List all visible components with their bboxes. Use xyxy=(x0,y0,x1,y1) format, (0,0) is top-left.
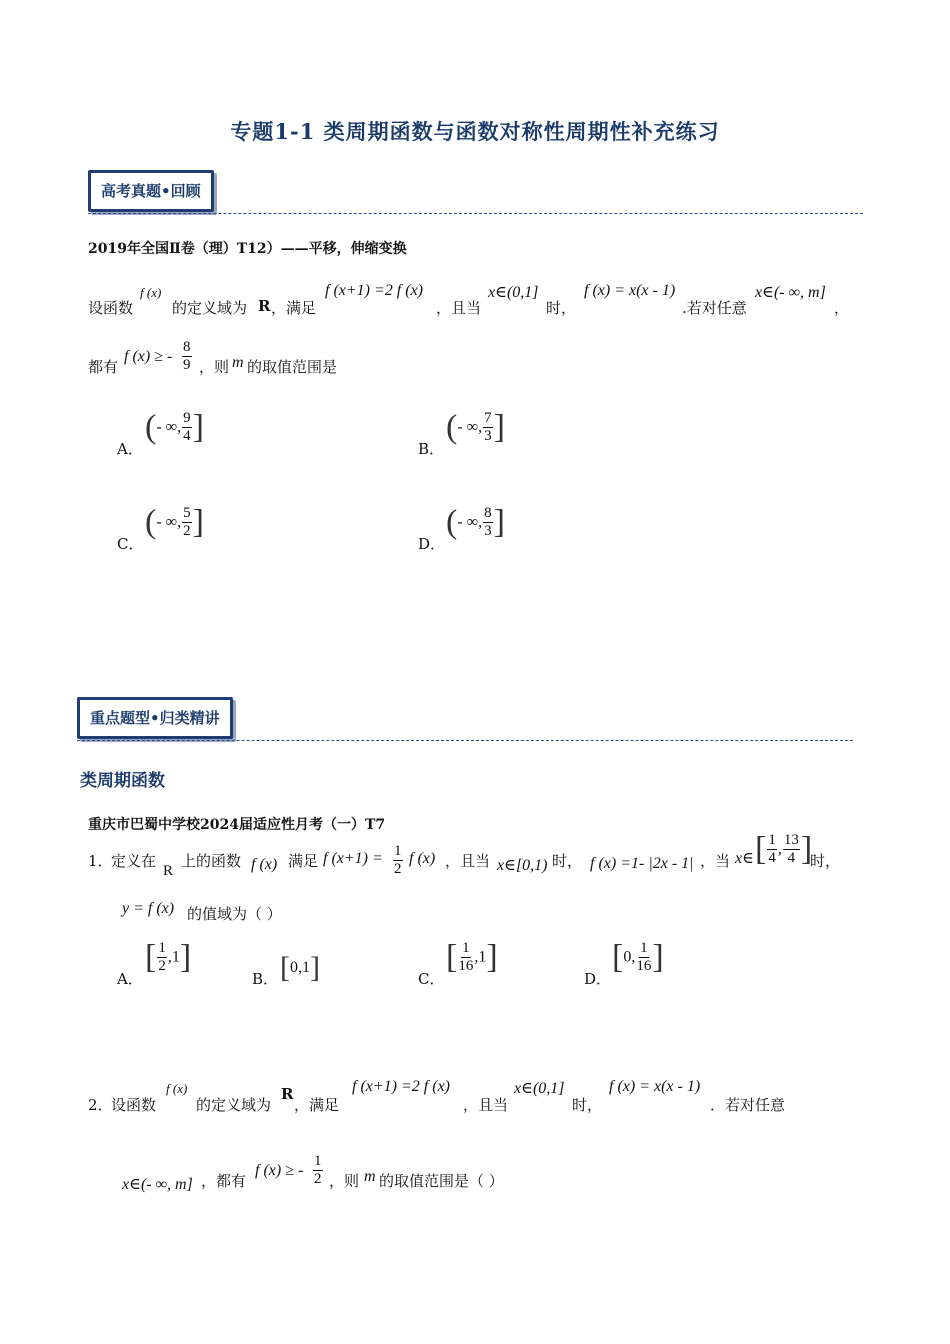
q-text: 的取值范围是 xyxy=(247,358,338,376)
option-a-label[interactable]: A． xyxy=(117,970,143,988)
q-text: 的值域为（ ） xyxy=(187,905,282,923)
q-text: 的定义域为 xyxy=(172,299,248,317)
q-text: ，满足 xyxy=(294,1096,340,1114)
q-math: x∈ xyxy=(735,850,754,867)
q-text: 满足 xyxy=(288,852,319,870)
q-math: y = f (x) xyxy=(122,900,175,917)
option-b-value[interactable]: [0,1] xyxy=(280,951,320,984)
q-text: ， xyxy=(834,299,850,317)
q-math: f (x) xyxy=(166,1081,188,1096)
option-b-value[interactable]: (- ∞, $\frac{7}{3}$ ] xyxy=(446,408,505,446)
option-b-label[interactable]: B． xyxy=(252,970,279,988)
q-math: f (x+1) =2 f (x) xyxy=(352,1078,450,1095)
divider xyxy=(88,213,863,214)
fraction: $\frac{1}{2}$ xyxy=(394,843,402,877)
option-b-label[interactable]: B． xyxy=(418,440,445,458)
q-math: m xyxy=(232,354,244,371)
question-number: 1． xyxy=(88,852,113,870)
q-text: R xyxy=(258,297,271,315)
q-math: f (x) = x(x - 1) xyxy=(609,1078,701,1095)
option-c-label[interactable]: C． xyxy=(117,535,144,553)
q-math: x∈[0,1) xyxy=(497,857,548,874)
q-text: 设函数 xyxy=(111,1096,157,1114)
q-text: ，则 xyxy=(199,358,230,376)
section-tab-exam-review: 高考真题•回顾 xyxy=(88,170,214,212)
q-text: ，都有 xyxy=(201,1172,247,1190)
q-text: .若对任意 xyxy=(682,299,747,317)
q-math: R xyxy=(163,863,174,879)
q-math: f (x+1) =2 f (x) xyxy=(325,282,423,299)
section-tab-key-types: 重点题型•归类精讲 xyxy=(77,697,233,739)
q-text: 设函数 xyxy=(88,299,134,317)
fraction: $\frac{8}{9}$ xyxy=(183,339,191,373)
q-text: ．若对任意 xyxy=(710,1096,786,1114)
fraction: $\frac{1}{2}$ xyxy=(314,1153,322,1187)
q-math: f (x) xyxy=(140,285,162,300)
q-text: ，满足 xyxy=(271,299,317,317)
q-math: m xyxy=(364,1168,376,1185)
option-d-label[interactable]: D． xyxy=(584,970,612,988)
q-text: 时， xyxy=(810,852,841,870)
option-d-value[interactable]: [0, $\frac{1}{16}$ ] xyxy=(612,938,664,976)
q-text: 都有 xyxy=(88,358,119,376)
q-math: f (x) = x(x - 1) xyxy=(584,282,676,299)
option-d-value[interactable]: (- ∞, $\frac{8}{3}$ ] xyxy=(446,503,505,541)
option-a-value[interactable]: (- ∞, $\frac{9}{4}$ ] xyxy=(145,408,204,446)
q-math: x∈(- ∞, m] xyxy=(122,1176,193,1193)
q-math: x∈(0,1] xyxy=(514,1080,565,1097)
interval: [ $\frac{1}{4}$ , $\frac{13}{4}$ ] xyxy=(755,830,813,868)
question-source: 2019年全国Ⅱ卷（理）T12）——平移，伸缩变换 xyxy=(88,241,407,257)
q-text: 的取值范围是（ ） xyxy=(379,1172,504,1190)
q-text: R xyxy=(281,1085,294,1103)
option-a-value[interactable]: [ $\frac{1}{2}$ ,1] xyxy=(145,938,192,976)
page-title: 专题1-1 类周期函数与函数对称性周期性补充练习 xyxy=(230,119,720,144)
q-text: 时， xyxy=(552,852,583,870)
section-heading: 类周期函数 xyxy=(80,771,165,791)
option-a-label[interactable]: A． xyxy=(117,440,143,458)
q-math: x∈(0,1] xyxy=(488,284,539,301)
q-math: f (x) ≥ - xyxy=(255,1162,304,1179)
q-text: ，且当 xyxy=(436,299,482,317)
q-math: f (x+1) = xyxy=(323,850,383,867)
q-text: ，当 xyxy=(700,852,731,870)
divider xyxy=(77,740,853,741)
q-text: ，则 xyxy=(329,1172,360,1190)
q-text: 上的函数 xyxy=(181,852,242,870)
question-number: 2． xyxy=(88,1096,113,1114)
q-math: f (x) ≥ - xyxy=(124,348,173,365)
q-math: f (x) =1- |2x - 1| xyxy=(590,855,694,872)
q-math: f (x) xyxy=(409,850,436,867)
q-text: 时， xyxy=(546,299,577,317)
option-c-value[interactable]: [ $\frac{1}{16}$ ,1] xyxy=(446,938,498,976)
option-c-value[interactable]: (- ∞, $\frac{5}{2}$ ] xyxy=(145,503,204,541)
option-c-label[interactable]: C． xyxy=(418,970,445,988)
q-math: f (x) xyxy=(251,856,278,873)
q-text: ，且当 xyxy=(463,1096,509,1114)
q-text: 时， xyxy=(572,1096,603,1114)
q-text: 定义在 xyxy=(111,852,157,870)
q-text: ，且当 xyxy=(445,852,491,870)
q-math: x∈(- ∞, m] xyxy=(755,284,826,301)
question-source: 重庆市巴蜀中学校2024届适应性月考（一）T7 xyxy=(88,817,386,833)
q-text: 的定义域为 xyxy=(196,1096,272,1114)
option-d-label[interactable]: D． xyxy=(418,535,446,553)
